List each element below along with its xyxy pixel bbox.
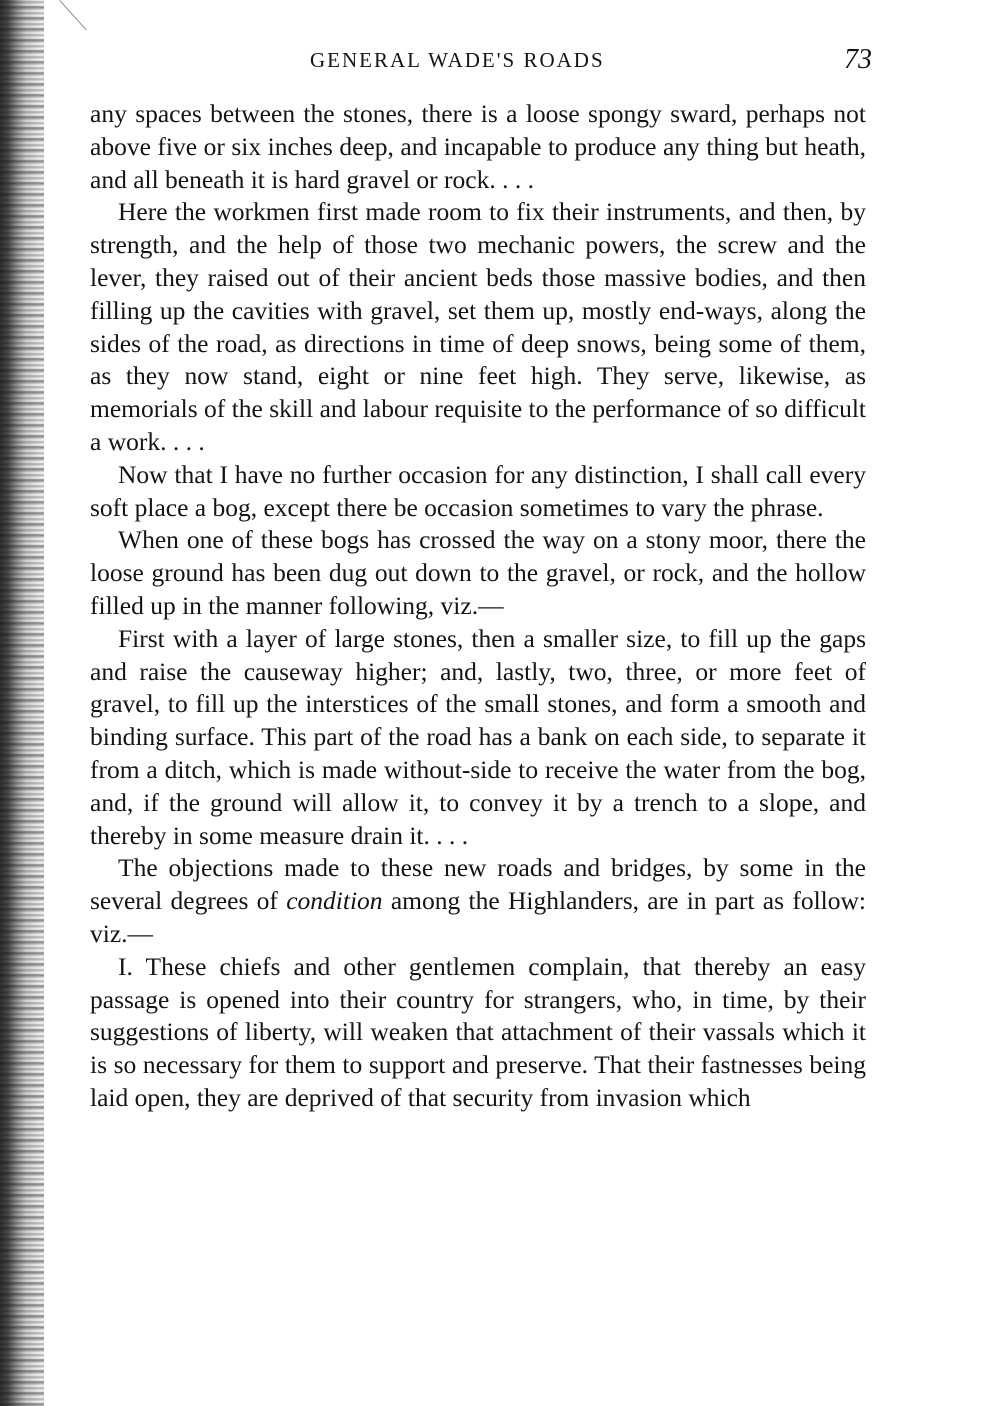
- page-number: 73: [844, 44, 872, 75]
- paragraph-5: First with a layer of large stones, then a smaller size, to fill up the gaps and raise the causeway higher; and, lastly, two, three, or more feet of gravel, to fill up the interstices of the small stones, and form a smooth and binding surface. This part of the road has a bank on each side, to separate it from a ditch, which is made without-side to receive the water from the bog, and, if the ground will allow it, to convey it by a trench to a slope, and thereby in some measure drain it. . . .: [90, 623, 866, 850]
- page-binding-edge: [0, 0, 44, 1406]
- running-title: GENERAL WADE'S ROADS: [310, 48, 605, 72]
- paragraph-3: Now that I have no further occasion for any distinction, I shall call every soft place a bog, except there be occasion sometimes to vary the phrase.: [90, 459, 866, 522]
- emphasized-word: condition: [286, 886, 383, 916]
- page-body: [90, 98, 866, 1115]
- paragraph-1: any spaces between the stones, there is a loose spongy sward, perhaps not above five or six inches deep, and incapable to produce any thing but heath, and all beneath it is hard gravel or rock. . . .: [90, 99, 866, 194]
- paragraph-2: Here the workmen first made room to fix their instruments, and then, by strength, and the help of those two mechanic powers, the screw and the lever, they raised out of their ancient beds those massive bodies, and then filling up the cavities with gravel, set them up, mostly end-ways, along the sides of the road, as directions in time of deep snows, being some of them, as they now stand, eight or nine feet high. They serve, likewise, as memorials of the skill and labour requisite to the performance of so difficult a work. . . .: [90, 197, 866, 456]
- paragraph-6-tail: among the Highlanders, are in part as follow: viz.—: [90, 886, 866, 948]
- paragraph-6: [90, 852, 866, 950]
- paragraph-7: I. These chiefs and other gentlemen complain, that thereby an easy passage is opened into their country for strangers, who, in time, by their suggestions of liberty, will weaken that attachment of their vassals which it is so necessary for them to support and preserve. That their fastnesses being laid open, they are deprived of that security from invasion which: [90, 951, 866, 1112]
- page-header: [90, 42, 880, 82]
- paragraph-4: When one of these bogs has crossed the way on a stony moor, there the loose ground has been dug out down to the gravel, or rock, and the hollow filled up in the manner following, viz.—: [90, 525, 866, 620]
- paragraph-6-lead: The objections made to these new roads and bridges, by some in the several degrees of: [90, 853, 866, 916]
